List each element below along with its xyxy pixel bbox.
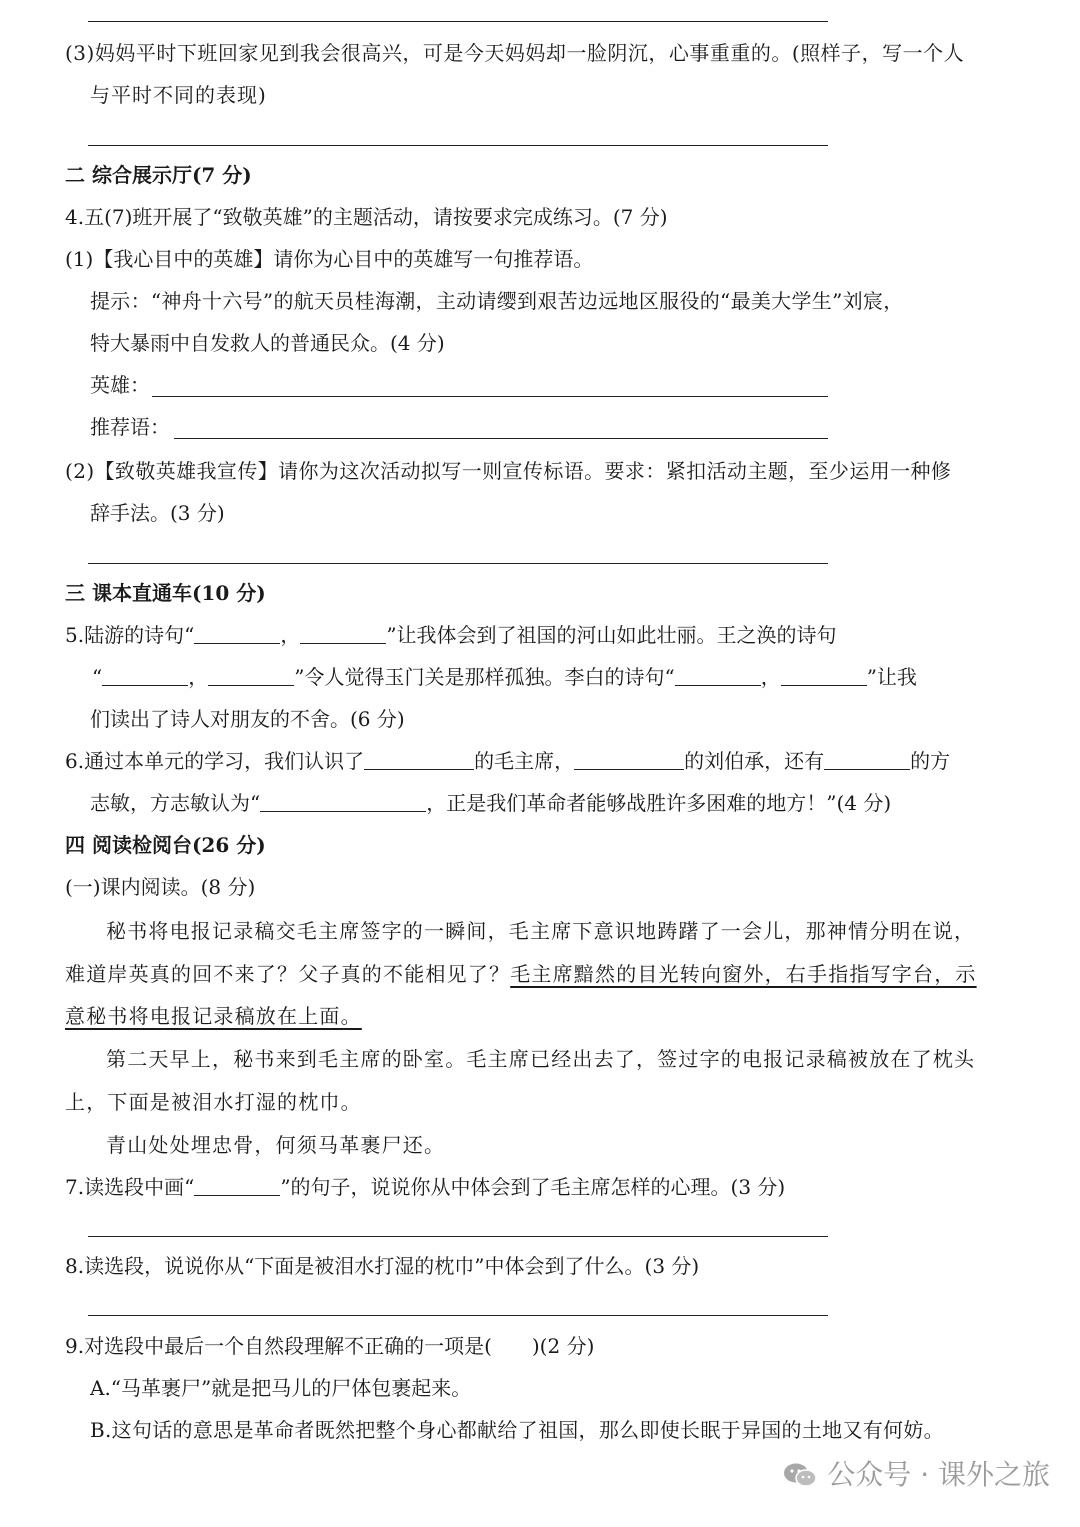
section-2-heading: 二 综合展示厅(7 分) (65, 163, 252, 187)
fill-blank[interactable] (781, 665, 867, 686)
option-a[interactable]: A.“马革裹尸”就是把马儿的尸体包裹起来。 (90, 1376, 472, 1400)
question-5-line2 (92, 662, 917, 692)
fill-blank[interactable] (300, 623, 386, 644)
answer-line[interactable] (88, 145, 828, 146)
watermark (783, 1455, 1050, 1495)
section-4-heading: 四 阅读检阅台(26 分) (65, 833, 266, 857)
question-5-text: “ (92, 665, 103, 689)
question-4: 4.五(7)班开展了“致敬英雄”的主题活动，请按要求完成练习。(7 分) (65, 205, 668, 229)
fill-blank[interactable] (194, 623, 280, 644)
section-3-heading: 三 课本直通车(10 分) (65, 581, 266, 605)
fill-blank[interactable] (208, 665, 294, 686)
question-6-text: ，正是我们革命者能够战胜许多困难的地方！”(4 分) (426, 791, 892, 815)
question-6-text: 6.通过本单元的学习，我们认识了 (65, 749, 365, 773)
hint-line2: 特大暴雨中自发救人的普通民众。(4 分) (90, 331, 445, 355)
question-5-text: ”让我 (866, 665, 917, 689)
question-6-text: 的刘伯承，还有 (684, 749, 825, 773)
question-5-text: ， (188, 665, 209, 689)
question-6-text: 的毛主席， (474, 749, 575, 773)
question-5-line3: 们读出了诗人对朋友的不舍。(6 分) (90, 707, 405, 731)
recommendation-label: 推荐语： (90, 415, 170, 439)
passage-p2-line2: 上，下面是被泪水打湿的枕巾。 (65, 1090, 362, 1114)
answer-line[interactable] (88, 563, 828, 564)
question-6-text: 的方 (910, 749, 951, 773)
question-4-2-line2: 辞手法。(3 分) (90, 501, 225, 525)
watermark-text: 公众号 · 课外之旅 (827, 1458, 1050, 1491)
fill-blank[interactable] (574, 749, 684, 770)
question-4-2-line1: (2)【致敬英雄我宣传】请你为这次活动拟写一则宣传标语。要求：紧扣活动主题，至少运用一种修 (65, 459, 952, 483)
passage-p1-line1: 秘书将电报记录稿交毛主席签字的一瞬间，毛主席下意识地踌躇了一会儿，那神情分明在说， (106, 919, 976, 943)
question-5-text: ， (280, 623, 301, 647)
underline-sample (194, 1175, 280, 1196)
question-7-text: ”的句子，说说你从中体会到了毛主席怎样的心理。(3 分) (280, 1175, 786, 1199)
question-9: 9.对选段中最后一个自然段理解不正确的一项是( )(2 分) (65, 1334, 595, 1358)
fill-blank[interactable] (364, 749, 474, 770)
underlined-sentence: 毛主席黯然的目光转向窗外，右手指指写字台，示 (510, 962, 977, 986)
question-6-line1 (65, 746, 950, 776)
fill-blank[interactable] (675, 665, 761, 686)
question-5-text: ， (760, 665, 781, 689)
underlined-sentence: 意秘书将电报记录稿放在上面。 (65, 1004, 362, 1028)
hero-answer-line[interactable] (152, 376, 828, 397)
recommendation-answer-line[interactable] (174, 418, 828, 439)
option-b[interactable]: B.这句话的意思是革命者既然把整个身心都献给了祖国，那么即使长眠于异国的土地又有何妨。 (90, 1418, 944, 1442)
wechat-icon (783, 1462, 817, 1488)
hero-label: 英雄： (90, 373, 150, 397)
passage-p3: 青山处处埋忠骨，何须马革裹尸还。 (106, 1133, 446, 1157)
passage-text: 难道岸英真的回不来了？父子真的不能相见了？ (65, 962, 511, 986)
question-4-1: (1)【我心目中的英雄】请你为心目中的英雄写一句推荐语。 (65, 247, 594, 271)
question-7 (65, 1172, 785, 1202)
question-5-text: 5.陆游的诗句“ (65, 623, 195, 647)
answer-line[interactable] (88, 1315, 828, 1316)
question-6-text: 志敏，方志敏认为“ (90, 791, 261, 815)
question-7-text: 7.读选段中画“ (65, 1175, 195, 1199)
question-5-line1 (65, 620, 837, 650)
answer-line[interactable] (88, 21, 828, 22)
answer-line[interactable] (88, 1236, 828, 1237)
fill-blank[interactable] (102, 665, 188, 686)
question-3-3-line2: 与平时不同的表现) (90, 83, 267, 107)
question-5-text: ”让我体会到了祖国的河山如此壮丽。王之涣的诗句 (386, 623, 837, 647)
reading-subsection-1: (一)课内阅读。(8 分) (65, 875, 256, 899)
question-8: 8.读选段，说说你从“下面是被泪水打湿的枕巾”中体会到了什么。(3 分) (65, 1254, 700, 1278)
question-6-line2 (90, 788, 891, 818)
passage-p2-line1: 第二天早上，秘书来到毛主席的卧室。毛主席已经出去了，签过字的电报记录稿被放在了枕头 (106, 1047, 976, 1071)
fill-blank[interactable] (260, 791, 426, 812)
hint-line1: 提示：“神舟十六号”的航天员桂海潮，主动请缨到艰苦边远地区服役的“最美大学生”刘宸， (90, 289, 904, 313)
fill-blank[interactable] (824, 749, 910, 770)
question-5-text: ”令人觉得玉门关是那样孤独。李白的诗句“ (294, 665, 675, 689)
question-3-3-line1: (3)妈妈平时下班回家见到我会很高兴，可是今天妈妈却一脸阴沉，心事重重的。(照样子，写一个人 (65, 41, 965, 65)
passage-p1-line2 (65, 959, 977, 989)
